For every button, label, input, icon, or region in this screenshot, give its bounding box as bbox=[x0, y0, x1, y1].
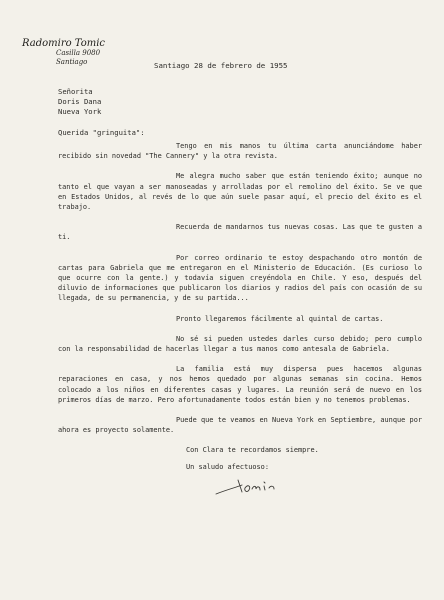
paragraph-5: Pronto llegaremos fácilmente al quintal de cartas. bbox=[176, 314, 384, 323]
letter-date: Santiago 28 de febrero de 1955 bbox=[154, 61, 288, 70]
letterhead bbox=[22, 38, 142, 67]
salutation: Querida "gringuita": bbox=[58, 128, 145, 137]
closing-line-1: Con Clara te recordamos siempre. bbox=[186, 446, 319, 455]
closing-line-2: Un saludo afectuoso: bbox=[186, 462, 269, 471]
letterhead-name: Radomiro Tomic bbox=[22, 38, 105, 49]
paragraph-7: La familia está muy dispersa pues hacemos algunas reparaciones en casa, y nos hemos quedado por algunas semanas sin cocina. Hemos colocado a los niños en diferentes casas y lugares. La reunión será de nuevo en los primeros días de marzo. Pero afortunadamente todos están bien y no tenemos problemas. bbox=[58, 365, 422, 404]
paragraph-1: Tengo en mis manos tu última carta anunciándome haber recibido sin novedad "The Cannery" y la otra revista. bbox=[58, 142, 422, 161]
paragraph-3: Recuerda de mandarnos tus nuevas cosas. Las que te gusten a ti. bbox=[58, 223, 422, 242]
paragraph-8: Puede que te veamos en Nueva York en Septiembre, aunque por ahora es proyecto solamente. bbox=[58, 416, 422, 435]
paragraph-2: Me alegra mucho saber que están teniendo éxito; aunque no tanto el que vayan a ser manoseadas y arrolladas por el remolino del éxito. Se ve que en Estados Unidos, al revés de lo que aún suele pasar aquí, el precio del éxito es el trabajo. bbox=[58, 172, 422, 212]
letterhead-address: Casilla 9080 bbox=[56, 49, 101, 57]
letterhead-city: Santiago bbox=[56, 58, 88, 66]
paragraph-4: Por correo ordinario te estoy despachando otro montón de cartas para Gabriela que me entregaron en el Ministerio de Educación. (Es curioso lo que ocurre con la gente.) y todavía siguen creyéndola en Chile. Y eso, después del diluvio de informaciones que publicaron los diarios y radios del país con ocasión de su llegada, de su permanencia, y de su partida... bbox=[58, 253, 422, 303]
paragraph-6: No sé si pueden ustedes darles curso debido; pero cumplo con la responsabilidad de hacerlas llegar a tus manos como antesala de Gabriela. bbox=[58, 334, 422, 354]
recipient-name: Doris Dana bbox=[58, 97, 102, 106]
recipient-block bbox=[58, 87, 101, 117]
letter-body bbox=[58, 141, 422, 478]
recipient-city: Nueva York bbox=[58, 107, 102, 116]
recipient-title: Señorita bbox=[58, 87, 93, 96]
handwritten-signature bbox=[212, 470, 292, 500]
